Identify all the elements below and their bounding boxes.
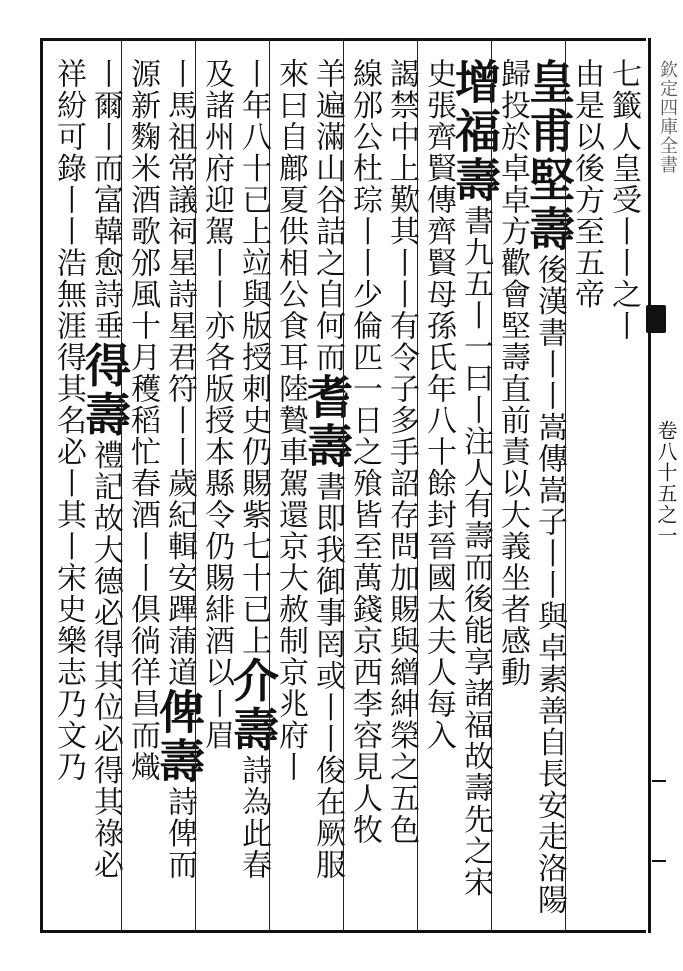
fishtail-mark bbox=[646, 305, 666, 333]
text-column bbox=[50, 58, 86, 927]
headword: 增福壽 bbox=[448, 58, 502, 205]
column-text: 源新麴米酒歌邠風十月穫稻忙春酒丨丨俱徜徉 bbox=[125, 58, 160, 688]
text-column bbox=[605, 58, 641, 927]
headword: 介壽 bbox=[226, 656, 280, 755]
column-rule bbox=[343, 38, 344, 933]
column-text: 後漢書丨丨嵩傳嵩子丨丨與卓素善自長安走洛陽 bbox=[532, 254, 567, 916]
headword: 得壽 bbox=[78, 341, 132, 440]
column-text: 丨馬祖常議祠星詩星君符丨丨歲紀輯安蹕蒲道 bbox=[162, 58, 197, 688]
column-text: 丨年八十已上竝與版授刺史仍賜紫七十已上 bbox=[236, 58, 271, 657]
text-column bbox=[226, 58, 280, 927]
text-column bbox=[420, 58, 456, 927]
column-text: 禮記故大德必得其位必得其祿必 bbox=[88, 439, 123, 881]
column-text: 丨爾丨而富韓愈詩垂 bbox=[88, 58, 123, 342]
margin-tick bbox=[652, 860, 666, 862]
column-text: 祥紛可錄丨丨浩無涯 bbox=[51, 58, 86, 342]
column-text: 得其名必丨其丨宋史樂志乃文乃 bbox=[51, 341, 86, 783]
column-text: 及諸州府迎駕丨丨亦各版授本縣令仍賜緋 bbox=[199, 58, 234, 625]
text-column bbox=[522, 58, 576, 927]
column-text: 書九五丨一曰丨注人有壽而後能享諸福故壽先之宋 bbox=[458, 205, 493, 898]
column-rule bbox=[269, 38, 270, 933]
column-text: 昌而熾 bbox=[125, 688, 160, 783]
column-text: 線邠公杜琮丨丨少倫匹一日之飱皆至萬錢京西李容見人牧 bbox=[347, 58, 382, 846]
column-text: 謁禁中上歎其丨丨有令子多手詔存問加賜與繒紳榮之五色 bbox=[384, 58, 419, 846]
column-rule bbox=[417, 38, 418, 933]
volume-number: 卷八十五之一 bbox=[654, 420, 678, 546]
book-title-margin: 欽定四庫全書 bbox=[657, 60, 678, 174]
column-text: 書即我御事罔或丨丨俊在厥服 bbox=[310, 471, 345, 881]
column-text: 詩為此春 bbox=[236, 754, 271, 881]
column-text: 詩俾而 bbox=[162, 786, 197, 881]
column-text: 歸投於卓卓方歡會堅壽直前責以大義坐者感動 bbox=[495, 58, 530, 688]
column-text: 七籤人皇受丨丨之丨 bbox=[606, 58, 641, 342]
column-rule bbox=[565, 38, 566, 933]
column-text: 來曰自鄜夏供相公食耳 bbox=[273, 58, 308, 373]
text-column bbox=[272, 58, 308, 927]
text-column bbox=[152, 58, 206, 927]
text-column bbox=[448, 58, 502, 927]
column-rule bbox=[195, 38, 196, 933]
headword: 耆壽 bbox=[300, 373, 354, 471]
text-column bbox=[383, 58, 419, 927]
text-column bbox=[198, 58, 234, 927]
column-rule bbox=[121, 38, 122, 933]
text-column bbox=[346, 58, 382, 927]
text-column bbox=[124, 58, 160, 927]
column-text: 史張齊賢傳齊賢母孫氏年八十餘封晉國太夫人每入 bbox=[421, 58, 456, 751]
headword: 皇甫堅壽 bbox=[522, 58, 576, 254]
margin-tick bbox=[652, 780, 666, 782]
column-text: 羊遍滿山谷詰之自何而 bbox=[310, 58, 345, 373]
text-column bbox=[78, 58, 132, 927]
column-text: 酒以丨眉 bbox=[199, 625, 234, 751]
headword: 俾壽 bbox=[152, 688, 206, 786]
column-text: 陸贄車駕還京大赦制京兆府丨 bbox=[273, 373, 308, 783]
column-text: 由是以後方至五帝 bbox=[569, 58, 604, 310]
text-column bbox=[300, 58, 354, 927]
column-rule bbox=[491, 38, 492, 933]
